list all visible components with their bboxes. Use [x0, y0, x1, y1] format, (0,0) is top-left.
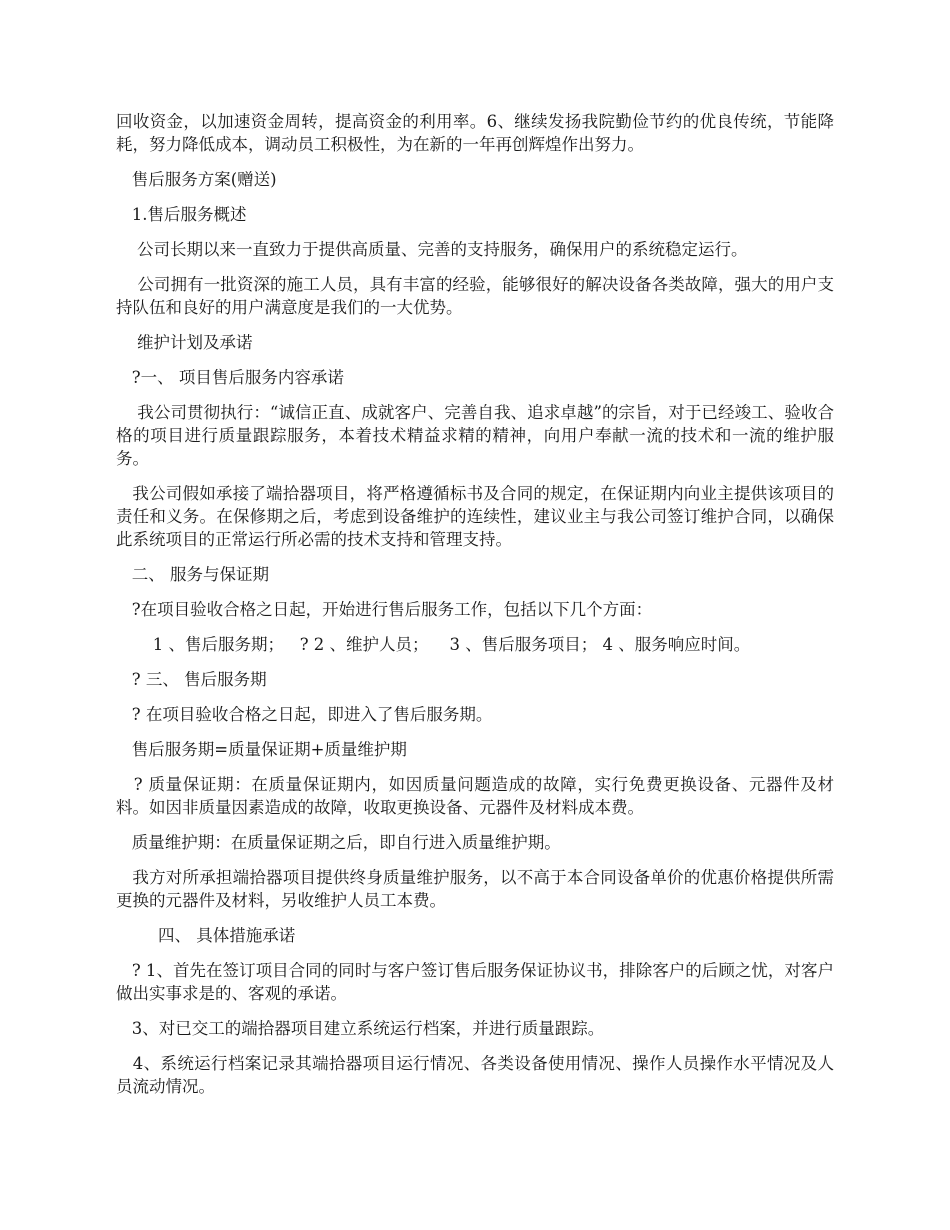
- paragraph-closing-remarks: 回收资金，以加速资金周转，提高资金的利用率。6、继续发扬我院勤俭节约的优良传统，节能降耗，努力降低成本，调动员工积极性，为在新的一年再创辉煌作出努力。: [116, 112, 834, 154]
- paragraph-service-aspects: 1 、售后服务期； ? 2 、维护人员； 3 、售后服务项目； 4 、服务响应时间。: [116, 635, 751, 654]
- heading-after-sales-plan: 售后服务方案(赠送): [116, 170, 277, 189]
- heading-maintenance-plan: 维护计划及承诺: [116, 333, 253, 352]
- paragraph-lifetime-maintenance: 我方对所承担端拾器项目提供终身质量维护服务，以不高于本合同设备单价的优惠价格提供所需更换的元器件及材料，另收维护人员工本费。: [116, 868, 834, 910]
- paragraph-company-commitment: 公司长期以来一直致力于提供高质量、完善的支持服务，确保用户的系统稳定运行。: [116, 240, 748, 259]
- heading-section-one: ?一、 项目售后服务内容承诺: [116, 368, 344, 387]
- paragraph-company-tenet: 我公司贯彻执行：“诚信正直、成就客户、完善自我、追求卓越”的宗旨，对于已经竣工、验收合格的项目进行质量跟踪服务，本着技术精益求精的精神，向用户奉献一流的技术和一流的维护服务。: [116, 403, 834, 468]
- paragraph-measure-four: 4、系统运行档案记录其端拾器项目运行情况、各类设备使用情况、操作人员操作水平情况及人员流动情况。: [116, 1054, 834, 1096]
- heading-section-three: ? 三、 售后服务期: [116, 670, 267, 689]
- heading-service-overview: 1.售后服务概述: [116, 205, 247, 224]
- paragraph-contract-obligation: 我公司假如承接了端拾器项目，将严格遵循标书及合同的规定，在保证期内向业主提供该项目的责任和义务。在保修期之后，考虑到设备维护的连续性，建议业主与我公司签订维护合同，以确保此系统项目的正常运行所必需的技术支持和管理支持。: [116, 484, 834, 549]
- paragraph-team-advantage: 公司拥有一批资深的施工人员，具有丰富的经验，能够很好的解决设备各类故障，强大的用户支持队伍和良好的用户满意度是我们的一大优势。: [116, 275, 835, 317]
- paragraph-measure-one: ? 1、首先在签订项目合同的同时与客户签订售后服务保证协议书，排除客户的后顾之忧，对客户做出实事求是的、客观的承诺。: [116, 961, 834, 1003]
- paragraph-service-period-start: ? 在项目验收合格之日起，即进入了售后服务期。: [116, 705, 493, 724]
- paragraph-maintenance-period: 质量维护期：在质量保证期之后，即自行进入质量维护期。: [116, 833, 561, 852]
- paragraph-warranty-period: ? 质量保证期：在质量保证期内，如因质量问题造成的故障，实行免费更换设备、元器件及材料。如因非质量因素造成的故障，收取更换设备、元器件及材料成本费。: [116, 775, 834, 817]
- paragraph-service-period-formula: 售后服务期=质量保证期+质量维护期: [116, 740, 407, 759]
- paragraph-measure-three: 3、对已交工的端拾器项目建立系统运行档案，并进行质量跟踪。: [116, 1019, 605, 1038]
- heading-section-four: 四、 具体措施承诺: [116, 926, 296, 945]
- paragraph-service-start: ?在项目验收合格之日起，开始进行售后服务工作，包括以下几个方面：: [116, 600, 653, 619]
- heading-section-two: 二、 服务与保证期: [116, 565, 269, 584]
